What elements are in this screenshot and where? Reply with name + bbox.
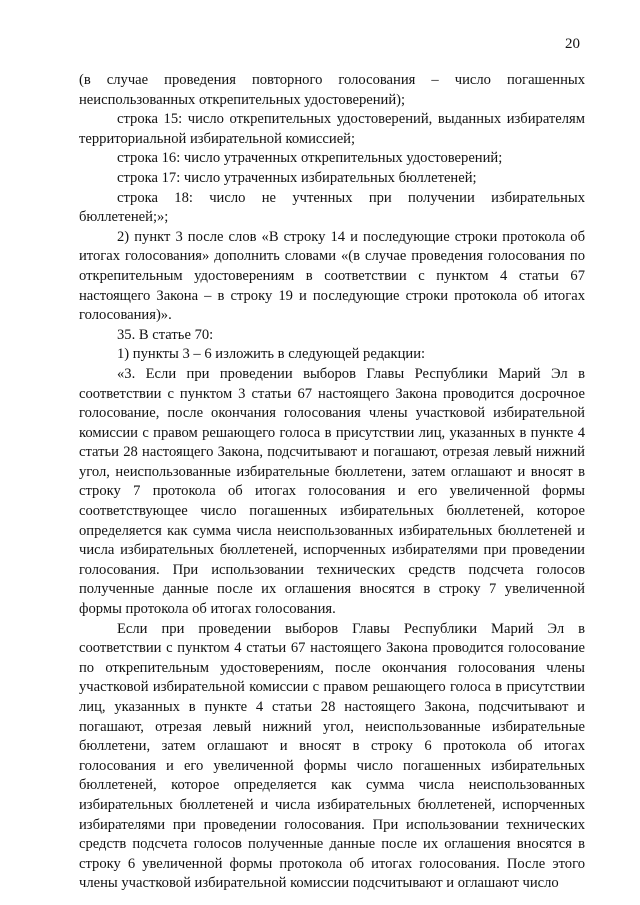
paragraph: (в случае проведения повторного голосования – число погашенных неиспользованных открепительных удостоверений); [79, 72, 585, 108]
paragraph: 35. В статье 70: [117, 326, 214, 343]
page-number: 20 [565, 36, 580, 52]
paragraph: строка 17: число утраченных избирательных бюллетеней; [117, 169, 477, 186]
paragraph: строка 15: число открепительных удостоверений, выданных избирателям территориальной избирательной комиссией; [79, 111, 585, 147]
paragraph: Если при проведении выборов Главы Республики Марий Эл в соответствии с пунктом 4 статьи 67 настоящего Закона проводится голосование по открепительным удостоверениям, после окончания голосования члены участковой избирательной комиссии с правом решающего голоса в присутствии лиц, указанных в пункте 4 статьи 28 настоящего Закона, подсчитывают и погашают, отрезая левый нижний угол, неиспользованные избирательные бюллетени, затем оглашают и вносят в строку 6 протокола об итогах голосования и его увеличенной формы число погашенных избирательных бюллетеней, которое определяется как сумма числа неиспользованных избирательных бюллетеней и числа избирательных бюллетеней, испорченных избирателями при проведении голосования. При использовании технических средств подсчета голосов полученные данные после их оглашения вносятся в строку 6 увеличенной формы протокола об итогах голосования. После этого члены участковой избирательной комиссии подсчитывают и оглашают число [79, 620, 585, 892]
paragraph: «3. Если при проведении выборов Главы Республики Марий Эл в соответствии с пунктом 3 статьи 67 настоящего Закона проводится досрочное голосование, после окончания голосования члены участковой избирательной комиссии с правом решающего голоса в присутствии лиц, указанных в пункте 4 статьи 28 настоящего Закона, подсчитывают и погашают, отрезая левый нижний угол, неиспользованные избирательные бюллетени, затем оглашают и вносят в строку 7 протокола об итогах голосования и его увеличенной формы соответствующее число погашенных избирательных бюллетеней, которое определяется как сумма числа неиспользованных избирательных бюллетеней и числа избирательных бюллетеней, испорченных избирателями при проведении голосования. При использовании технических средств подсчета голосов полученные данные после их оглашения вносятся в строку 7 увеличенной формы протокола об итогах голосования. [79, 365, 585, 618]
paragraph: 1) пункты 3 – 6 изложить в следующей редакции: [117, 346, 426, 363]
paragraph: строка 18: число не учтенных при получении избирательных бюллетеней;»; [79, 189, 585, 226]
paragraph: 2) пункт 3 после слов «В строку 14 и последующие строки протокола об итогах голосования» дополнить словами «(в случае проведения голосования по открепительным удостоверениям в соответствии с пунктом 4 статьи 67 настоящего Закона – в строку 19 и последующие строки протокола об итогах голосования)». [79, 228, 585, 324]
document-body [79, 71, 585, 894]
paragraph: строка 16: число утраченных открепительных удостоверений; [117, 150, 503, 167]
